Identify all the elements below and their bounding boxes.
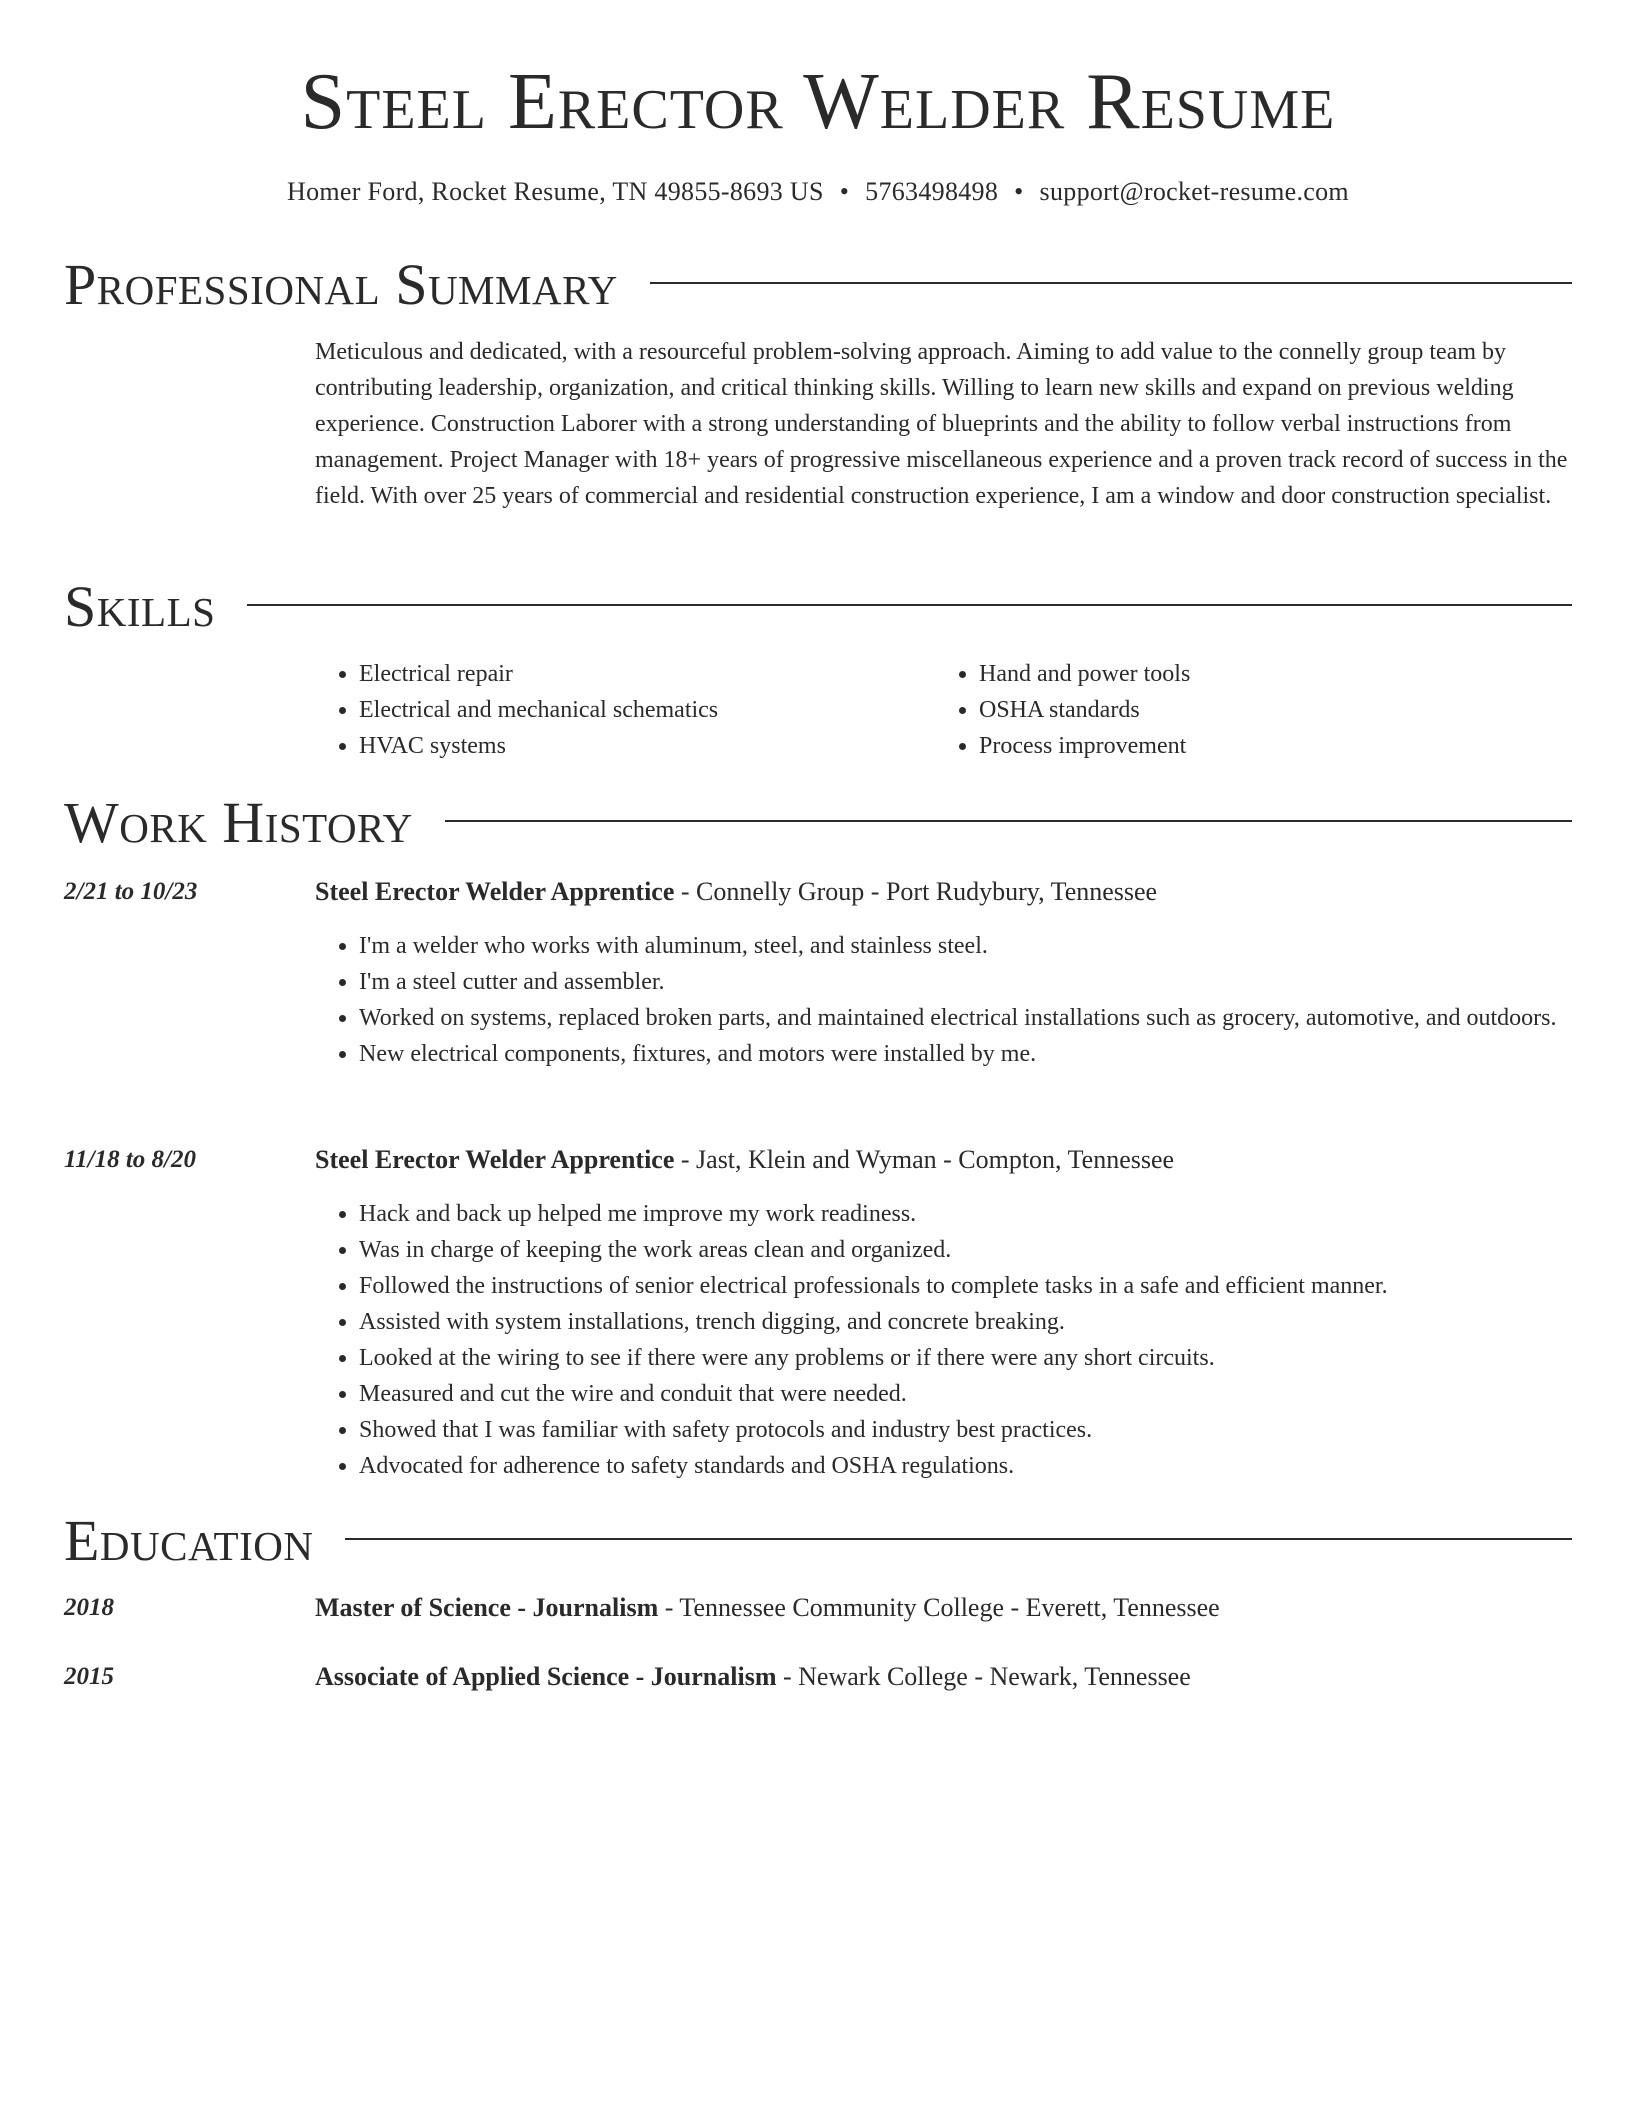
job-bullet: • Advocated for adherence to safety standards and OSHA regulations.	[359, 1448, 1572, 1484]
summary-body	[315, 334, 1572, 514]
skills-column-right	[935, 656, 1555, 764]
job-dates: 2/21 to 10/23	[64, 878, 198, 905]
contact-email: support@rocket-resume.com	[1039, 177, 1349, 206]
section-divider	[445, 820, 1572, 822]
skill-item: • OSHA standards	[979, 692, 1555, 728]
education-heading: Education	[64, 1508, 314, 1573]
job-details: - Connelly Group - Port Rudybury, Tennessee	[674, 877, 1158, 906]
skill-item: • Electrical repair	[359, 656, 935, 692]
job-details: - Jast, Klein and Wyman - Compton, Tennessee	[674, 1145, 1175, 1174]
education-year: 2018	[64, 1594, 114, 1621]
skill-item: • Electrical and mechanical schematics	[359, 692, 935, 728]
education-details: - Tennessee Community College - Everett, Tennessee	[658, 1593, 1220, 1622]
skill-item: • Process improvement	[979, 728, 1555, 764]
skills-list	[315, 656, 1572, 764]
skill-item: • HVAC systems	[359, 728, 935, 764]
job-bullet: • Followed the instructions of senior electrical professionals to complete tasks in a safe and efficient manner.	[359, 1268, 1572, 1304]
contact-address: Homer Ford, Rocket Resume, TN 49855-8693 US	[287, 177, 824, 206]
summary-heading: Professional Summary	[64, 252, 618, 317]
job-bullet: • Hack and back up helped me improve my work readiness.	[359, 1196, 1572, 1232]
education-entry	[315, 1659, 1572, 1695]
job-role: Steel Erector Welder Apprentice	[315, 1145, 675, 1174]
job-bullet: • Showed that I was familiar with safety protocols and industry best practices.	[359, 1412, 1572, 1448]
education-section-header	[64, 1506, 1572, 1576]
education-details: - Newark College - Newark, Tennessee	[776, 1662, 1191, 1691]
job-bullet: • I'm a steel cutter and assembler.	[359, 964, 1572, 1000]
job-dates: 11/18 to 8/20	[64, 1146, 196, 1173]
education-degree: Master of Science - Journalism	[315, 1593, 659, 1622]
resume-title: Steel Erector Welder Resume	[300, 58, 1336, 146]
skills-section-header	[64, 572, 1572, 642]
education-entry	[315, 1590, 1572, 1626]
section-divider	[247, 604, 1572, 606]
work-section-header	[64, 788, 1572, 858]
work-heading: Work History	[64, 790, 413, 855]
section-divider	[345, 1538, 1572, 1540]
job-bullet: • Worked on systems, replaced broken parts, and maintained electrical installations such as grocery, automotive, and outdoors.	[359, 1000, 1572, 1036]
summary-text: Meticulous and dedicated, with a resourceful problem-solving approach. Aiming to add value to the connelly group team by contributing leadership, organization, and critical thinking skills. Willing to learn new skills and expand on previous welding experience. Construction Laborer with a strong understanding of blueprints and the ability to follow verbal instructions from management. Project Manager with 18+ years of progressive miscellaneous experience and a proven track record of success in the field. With over 25 years of commercial and residential construction experience, I am a window and door construction specialist.	[315, 339, 1568, 509]
job-bullet: • Was in charge of keeping the work areas clean and organized.	[359, 1232, 1572, 1268]
job-role: Steel Erector Welder Apprentice	[315, 877, 675, 906]
section-divider	[650, 282, 1572, 284]
education-degree: Associate of Applied Science - Journalism	[315, 1662, 777, 1691]
job-header	[315, 1142, 1572, 1178]
contact-phone: 5763498498	[865, 177, 999, 206]
job-bullet: • Measured and cut the wire and conduit that were needed.	[359, 1376, 1572, 1412]
contact-line	[64, 174, 1572, 210]
job-header	[315, 874, 1572, 910]
skill-item: • Hand and power tools	[979, 656, 1555, 692]
job-bullet: • I'm a welder who works with aluminum, steel, and stainless steel.	[359, 928, 1572, 964]
job-bullet: • Assisted with system installations, trench digging, and concrete breaking.	[359, 1304, 1572, 1340]
education-year: 2015	[64, 1663, 114, 1690]
job-bullets	[315, 1196, 1572, 1484]
summary-section-header	[64, 250, 1572, 320]
contact-separator: •	[1014, 177, 1024, 206]
job-bullet: • Looked at the wiring to see if there were any problems or if there were any short circuits.	[359, 1340, 1572, 1376]
skills-heading: Skills	[64, 574, 216, 639]
job-bullets	[315, 928, 1572, 1072]
contact-separator: •	[839, 177, 850, 206]
job-bullet: • New electrical components, fixtures, and motors were installed by me.	[359, 1036, 1572, 1072]
skills-column-left	[315, 656, 935, 764]
